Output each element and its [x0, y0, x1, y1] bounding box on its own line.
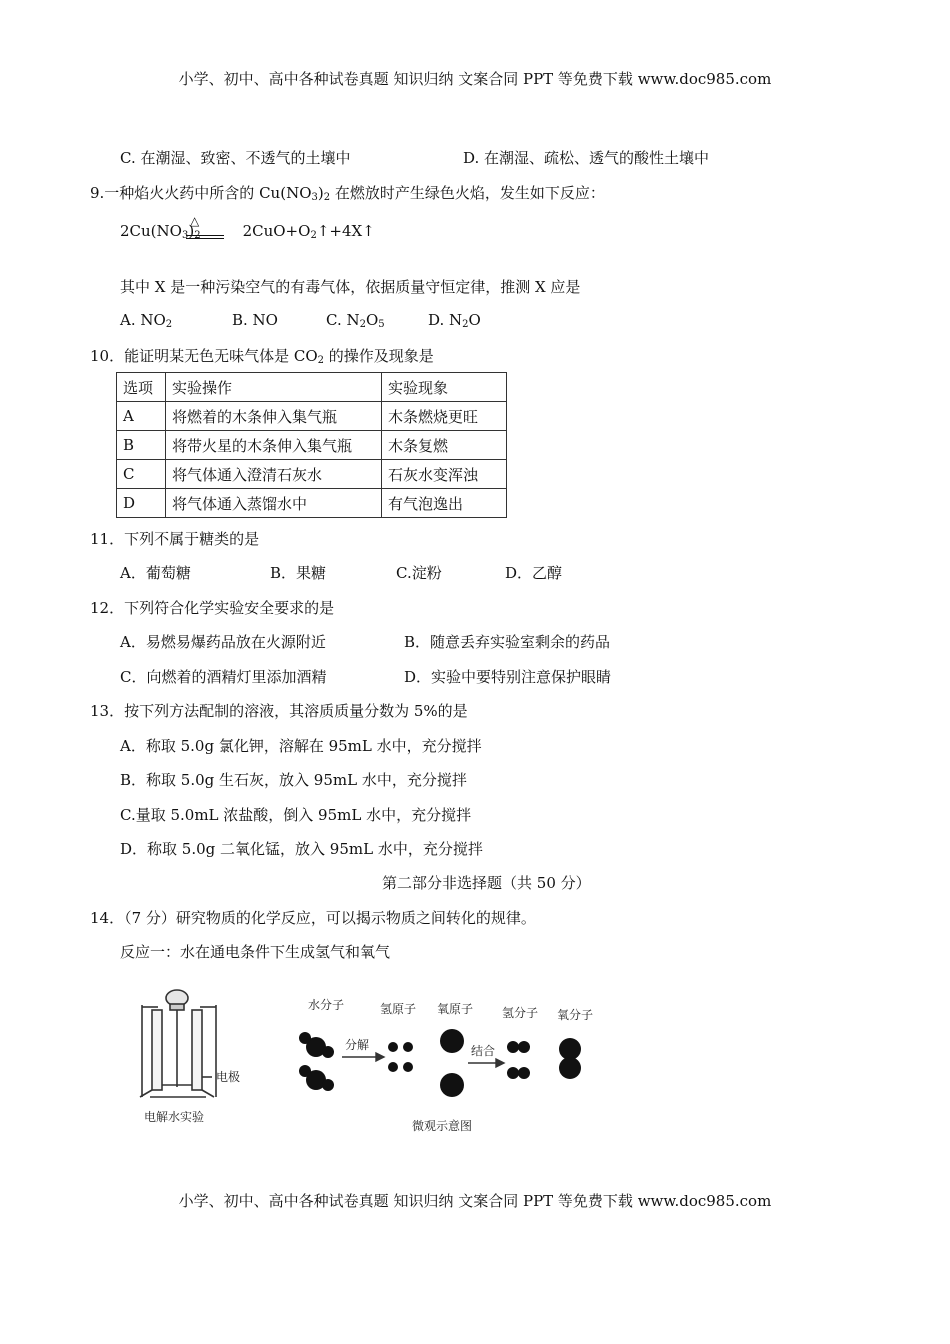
q12-stem: 12．下列符合化学实验安全要求的是 — [90, 599, 335, 617]
table-cell: 将带火星的木条伸入集气瓶 — [166, 431, 382, 460]
combine-label: 结合 — [471, 1044, 496, 1058]
electrolysis-figure — [130, 985, 630, 1135]
h-atom-label: 氢原子 — [380, 1002, 417, 1016]
apparatus-caption: 电解水实验 — [144, 1110, 205, 1124]
page-footer: 小学、初中、高中各种试卷真题 知识归纳 文案合同 PPT 等免费下载 www.doc985.com — [178, 1192, 772, 1210]
table-header-cell: 实验操作 — [166, 373, 382, 402]
electrolysis-apparatus-icon — [140, 990, 216, 1097]
q9-sub-stem: 其中 X 是一种污染空气的有毒气体，依据质量守恒定律，推测 X 应是 — [120, 278, 581, 296]
q12-option-a: A．易燃易爆药品放在火源附近 — [120, 633, 326, 651]
table-cell: D — [117, 489, 166, 518]
oxygen-atoms-icon — [440, 1029, 464, 1097]
o2-molecule-label: 氧分子 — [557, 1008, 594, 1022]
q11-option-a: A．葡萄糖 — [120, 564, 191, 582]
q11-stem: 11．下列不属于糖类的是 — [90, 530, 260, 548]
q8-option-d: D. 在潮湿、疏松、透气的酸性土壤中 — [463, 149, 710, 167]
section-title: 第二部分非选择题（共 50 分） — [382, 874, 591, 892]
decompose-arrow-icon — [342, 1053, 384, 1061]
table-row — [117, 402, 507, 431]
q9-stem: 9.一种焰火火药中所含的 $Cu(NO_3)_2$ 在燃放时产生绿色火焰，发生如下反应： — [90, 184, 605, 203]
q12-option-d: D．实验中要特别注意保护眼睛 — [404, 668, 612, 686]
table-cell: B — [117, 431, 166, 460]
table-header-row — [117, 373, 507, 402]
hydrogen-molecules-icon — [507, 1041, 530, 1079]
water-molecule-icon — [299, 1032, 334, 1091]
q9-equals-line-2 — [186, 238, 224, 239]
q9-option-a: A. $NO_2$ — [120, 311, 173, 330]
o-atom-label: 氧原子 — [437, 1002, 474, 1016]
decompose-label: 分解 — [345, 1038, 370, 1052]
q12-option-b: B．随意丢弃实验室剩余的药品 — [404, 633, 611, 651]
page-header: 小学、初中、高中各种试卷真题 知识归纳 文案合同 PPT 等免费下载 www.doc985.com — [178, 70, 772, 88]
table-cell: 将气体通入澄清石灰水 — [166, 460, 382, 489]
q14-reaction-one: 反应一：水在通电条件下生成氢气和氧气 — [120, 943, 391, 961]
q9-option-d: D. $N_2O$ — [428, 311, 481, 330]
table-cell: 石灰水变浑浊 — [382, 460, 507, 489]
q13-option-c: C.量取 5.0mL 浓盐酸，倒入 95mL 水中，充分搅拌 — [120, 806, 472, 824]
h2-molecule-label: 氢分子 — [502, 1006, 539, 1020]
table-row — [117, 431, 507, 460]
table-cell: 将气体通入蒸馏水中 — [166, 489, 382, 518]
oxygen-molecule-icon — [559, 1038, 581, 1079]
hydrogen-atoms-icon — [388, 1042, 413, 1072]
table-cell: 木条复燃 — [382, 431, 507, 460]
q10-table — [116, 372, 507, 518]
q9-heat-symbol: △ — [190, 214, 200, 228]
table-cell: 木条燃烧更旺 — [382, 402, 507, 431]
q11-option-d: D．乙醇 — [505, 564, 563, 582]
q14-stem: 14．（7 分）研究物质的化学反应，可以揭示物质之间转化的规律。 — [90, 909, 536, 927]
table-cell: A — [117, 402, 166, 431]
table-header-cell: 选项 — [117, 373, 166, 402]
combine-arrow-icon — [468, 1059, 504, 1067]
q11-option-c: C.淀粉 — [396, 564, 442, 582]
water-molecule-label: 水分子 — [308, 998, 345, 1012]
q9-equals-line-1 — [186, 235, 224, 236]
q9-option-b: B. NO — [232, 311, 278, 329]
q13-stem: 13．按下列方法配制的溶液，其溶质质量分数为 5%的是 — [90, 702, 468, 720]
q13-option-a: A．称取 5.0g 氯化钾，溶解在 95mL 水中，充分搅拌 — [120, 737, 482, 755]
table-cell: 有气泡逸出 — [382, 489, 507, 518]
q9-option-c: C. $N_2O_5$ — [326, 311, 385, 330]
table-header-cell: 实验现象 — [382, 373, 507, 402]
micro-caption: 微观示意图 — [412, 1119, 473, 1133]
q9-equation: $2Cu(NO_3)_2$ $2CuO+O_2↑+4X↑$ — [120, 222, 375, 241]
q11-option-b: B．果糖 — [270, 564, 327, 582]
electrode-label: 电极 — [216, 1070, 241, 1084]
q12-option-c: C．向燃着的酒精灯里添加酒精 — [120, 668, 327, 686]
q13-option-d: D．称取 5.0g 二氧化锰，放入 95mL 水中，充分搅拌 — [120, 840, 483, 858]
q10-stem: 10．能证明某无色无味气体是 $CO_2$ 的操作及现象是 — [90, 347, 434, 366]
table-cell: C — [117, 460, 166, 489]
q8-option-c: C. 在潮湿、致密、不透气的土壤中 — [120, 149, 351, 167]
q13-option-b: B．称取 5.0g 生石灰，放入 95mL 水中，充分搅拌 — [120, 771, 467, 789]
table-cell: 将燃着的木条伸入集气瓶 — [166, 402, 382, 431]
table-row — [117, 489, 507, 518]
table-row — [117, 460, 507, 489]
